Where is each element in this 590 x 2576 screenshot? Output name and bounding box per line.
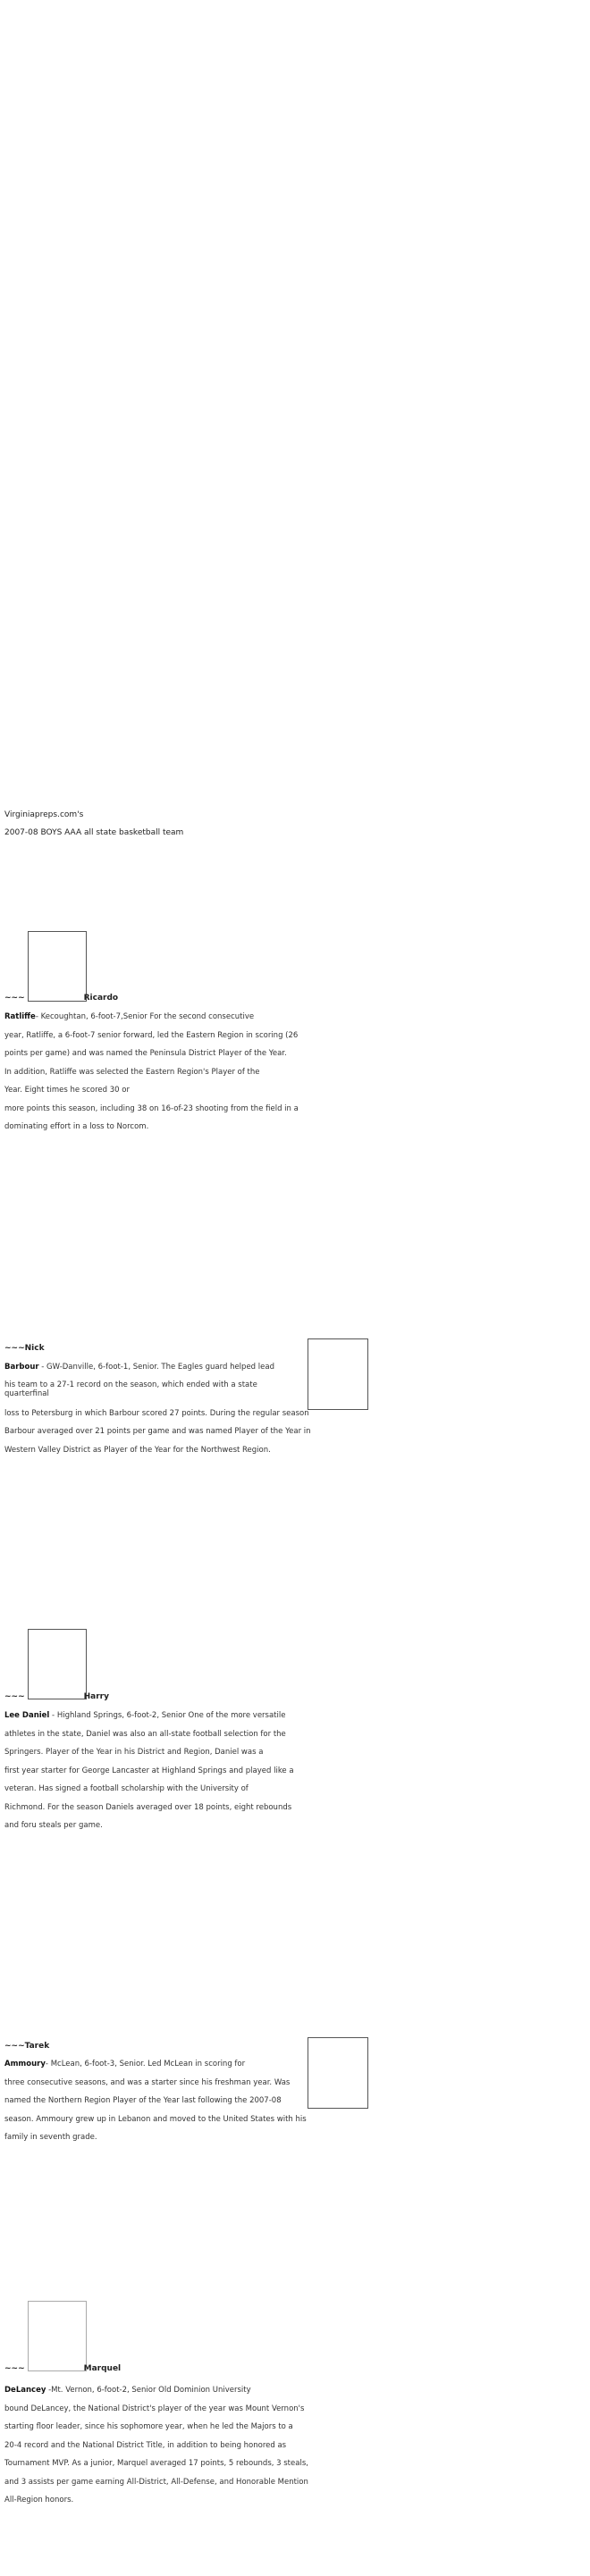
bio-line: starting floor leader, since his sophomore year, when he led the Majors to a	[4, 2422, 293, 2431]
player-last-name: Ratliffe	[4, 1012, 36, 1021]
player-last-name: Barbour	[4, 1363, 39, 1372]
player-bio	[4, 1008, 335, 1137]
bio-line: Year. Eight times he scored 30 or	[4, 1086, 130, 1095]
player-last-name: Ammoury	[4, 2060, 46, 2068]
bio-line: veteran. Has signed a football scholarship with the University of	[4, 1784, 249, 1793]
tilde-marker: ~~~	[4, 2042, 25, 2051]
player-last-name: DeLancey	[4, 2386, 46, 2395]
player-name-line	[4, 993, 118, 1003]
bio-line: All-Region honors.	[4, 2496, 74, 2505]
player-bio	[4, 1358, 311, 1459]
player-name-line	[4, 2363, 121, 2374]
site-name: Virginiapreps.com's	[4, 810, 84, 819]
bio-line: and 3 assists per game earning All-District, All-Defense, and Honorable Mention	[4, 2477, 308, 2487]
bio-line: first year starter for George Lancaster at Highland Springs and played like a	[4, 1766, 294, 1775]
bio-lead: - GW-Danville, 6-foot-1, Senior. The Eagles guard helped lead	[38, 1363, 274, 1372]
player-photo	[28, 2301, 87, 2371]
bio-line: named the Northern Region Player of the Year last following the 2007-08	[4, 2096, 282, 2105]
bio-line: season. Ammoury grew up in Lebanon and moved to the United States with his	[4, 2114, 307, 2124]
bio-line: three consecutive seasons, and was a starter since his freshman year. Was	[4, 2077, 291, 2087]
bio-line: bound DeLancey, the National District's player of the year was Mount Vernon's	[4, 2404, 305, 2413]
tilde-marker: ~~~	[4, 1692, 25, 1701]
bio-line: 20-4 record and the National District Title, in addition to being honored as	[4, 2440, 287, 2450]
player-name-line	[4, 1343, 45, 1354]
bio-line: his team to a 27-1 record on the season, which ended with a state quarterfinal	[4, 1380, 257, 1398]
bio-line: Springers. Player of the Year in his District and Region, Daniel was a	[4, 1748, 264, 1757]
player-bio	[4, 2381, 335, 2510]
page-title: 2007-08 BOYS AAA all state basketball team	[4, 828, 184, 837]
bio-line: Tournament MVP. As a junior, Marquel averaged 17 points, 5 rebounds, 3 steals,	[4, 2459, 308, 2468]
bio-lead: -Mt. Vernon, 6-foot-2, Senior Old Dominion University	[46, 2386, 251, 2395]
bio-lead: - McLean, 6-foot-3, Senior. Led McLean in scoring for	[45, 2060, 246, 2068]
player-photo	[28, 1629, 87, 1699]
bio-line: more points this season, including 38 on 16-of-23 shooting from the field in a	[4, 1103, 299, 1113]
bio-line: family in seventh grade.	[4, 2133, 97, 2142]
bio-lead: - Highland Springs, 6-foot-2, Senior One of the more versatile	[49, 1711, 286, 1720]
bio-line: points per game) and was named the Peninsula District Player of the Year.	[4, 1049, 287, 1058]
tilde-marker: ~~~	[4, 2364, 25, 2373]
bio-line: In addition, Ratliffe was selected the Eastern Region's Player of the	[4, 1067, 260, 1077]
player-name-line	[4, 2041, 49, 2052]
bio-line: Barbour averaged over 21 points per game and was named Player of the Year in	[4, 1427, 311, 1436]
bio-line: year, Ratliffe, a 6-foot-7 senior forward, led the Eastern Region in scoring (26	[4, 1030, 299, 1040]
bio-line: dominating effort in a loss to Norcom.	[4, 1122, 149, 1131]
player-first-name: Tarek	[24, 2042, 50, 2051]
player-first-name: Harry	[83, 1692, 109, 1701]
bio-line: and foru steals per game.	[4, 1821, 103, 1830]
player-photo	[28, 931, 87, 1002]
bio-line: athletes in the state, Daniel was also an all-state football selection for the	[4, 1729, 286, 1739]
bio-line: Richmond. For the season Daniels averaged over 18 points, eight rebounds	[4, 1802, 292, 1812]
player-first-name: Marquel	[83, 2364, 122, 2373]
bio-line: loss to Petersburg in which Barbour scored 27 points. During the regular season	[4, 1408, 309, 1418]
player-first-name: Nick	[24, 1344, 45, 1353]
tilde-marker: ~~~	[4, 994, 25, 1003]
player-name-line	[4, 1691, 109, 1702]
bio-lead: - Kecoughtan, 6-foot-7,Senior For the second consecutive	[35, 1012, 255, 1021]
player-last-name: Lee Daniel	[4, 1711, 50, 1720]
player-photo	[308, 1338, 368, 1410]
player-bio	[4, 1707, 335, 1835]
player-first-name: Ricardo	[83, 994, 119, 1003]
tilde-marker: ~~~	[4, 1344, 25, 1353]
bio-line: Western Valley District as Player of the Year for the Northwest Region.	[4, 1445, 271, 1455]
player-bio	[4, 2055, 317, 2147]
